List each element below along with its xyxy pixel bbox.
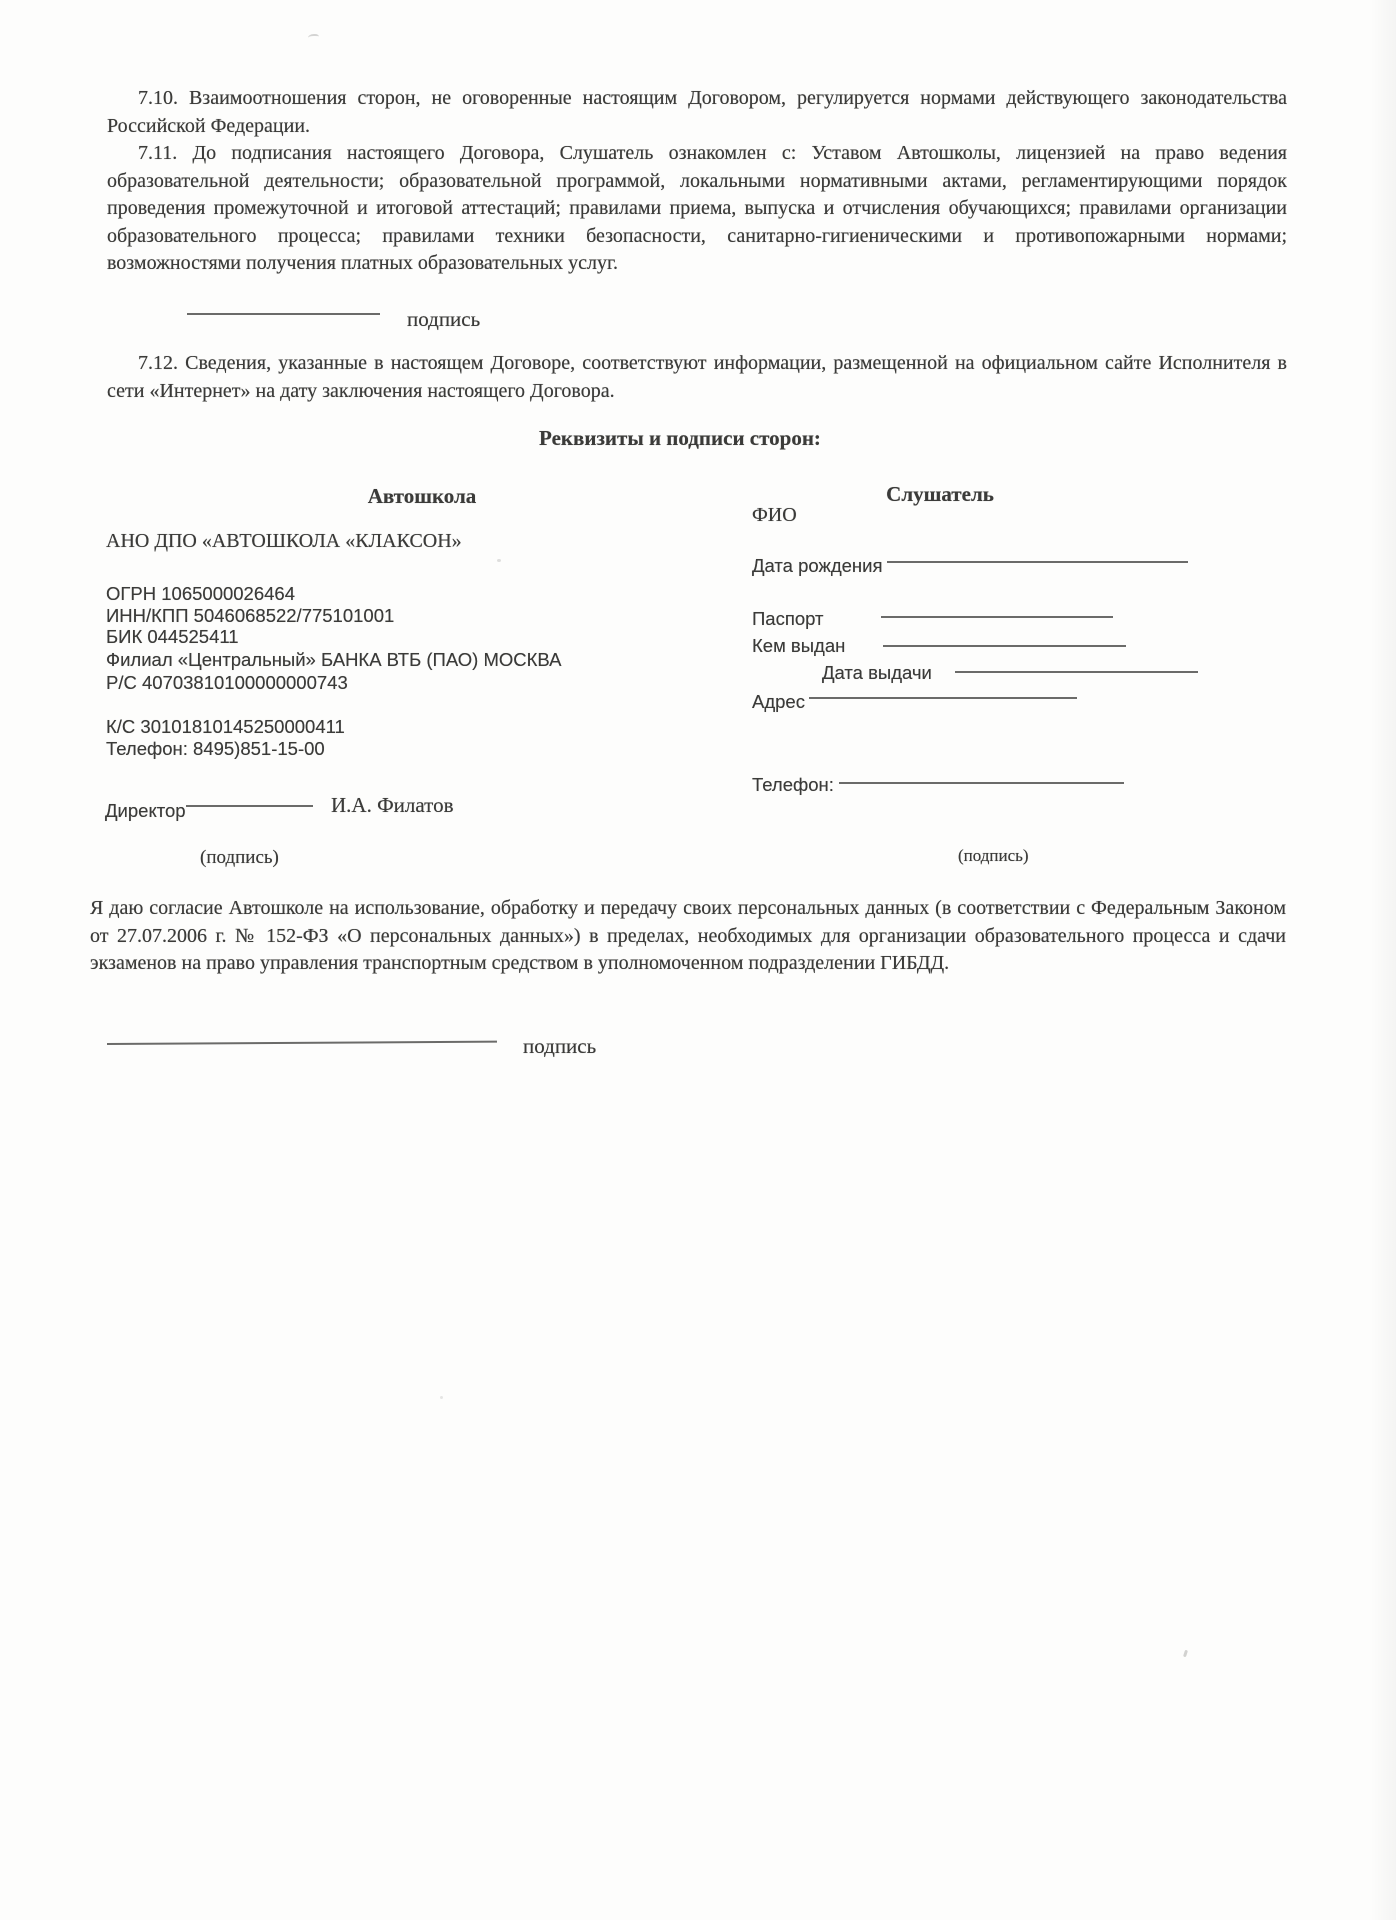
student-birthdate-line (887, 561, 1188, 563)
student-phone-label: Телефон: (752, 774, 834, 795)
paragraph-7-10: 7.10. Взаимоотношения сторон, не оговоренные настоящим Договором, регулируется нормами действующего законодательства Российской Федерации. (107, 87, 1287, 137)
school-bik: БИК 044525411 (106, 626, 239, 647)
director-signature-line (186, 805, 313, 807)
student-issue-date-label: Дата выдачи (822, 662, 932, 683)
student-address-line (809, 697, 1077, 699)
scan-edge-shade (1370, 0, 1396, 1920)
consent-signature-caption: подпись (523, 1034, 597, 1058)
school-inn-kpp: ИНН/КПП 5046068522/775101001 (106, 605, 395, 626)
paragraph-7-12: 7.12. Сведения, указанные в настоящем Договоре, соответствуют информации, размещенной на официальном сайте Исполнителя в сети «Интернет» на дату заключения настоящего Договора. (107, 352, 1287, 402)
student-column-title: Слушатель (886, 482, 994, 506)
school-correspondent-account: К/С 30101810145250000411 (106, 716, 345, 737)
signature-line-acknowledgement (187, 313, 380, 315)
student-phone-line (839, 782, 1124, 784)
student-passport-label: Паспорт (752, 608, 824, 629)
student-issue-date-line (955, 671, 1198, 673)
student-fio-label: ФИО (752, 504, 797, 526)
school-phone: Телефон: 8495)851-15-00 (106, 738, 325, 759)
school-name: АНО ДПО «АВТОШКОЛА «КЛАКСОН» (106, 530, 462, 552)
scan-speck (1183, 1650, 1188, 1658)
requisites-heading: Реквизиты и подписи сторон: (539, 426, 821, 450)
school-column-title: Автошкола (367, 484, 477, 508)
school-ogrn: ОГРН 1065000026464 (106, 583, 296, 604)
student-issued-by-line (883, 645, 1126, 647)
paragraph-7-11: 7.11. До подписания настоящего Договора, Слушатель ознакомлен с: Уставом Автошколы, лицензией на право ведения образовательной деятельности; образовательной программой, локальными нормативными актами, регламентирующими порядок проведения промежуточной и итоговой аттестаций; правилами приема, выпуска и отчисления обучающихся; правилами организации образовательного процесса; правилами техники безопасности, санитарно-гигиеническими и противопожарными нормами; возможностями получения платных образовательных услуг. (107, 142, 1287, 274)
consent-paragraph: Я даю согласие Автошколе на использование, обработку и передачу своих персональных данных (в соответствии с Федеральным Законом от 27.07.2006 г. № 152-ФЗ «О персональных данных») в пределах, необходимых для организации образовательного процесса и сдачи экзаменов на право управления транспортным средством в уполномоченном подразделении ГИБДД. (90, 897, 1286, 975)
student-issued-by-label: Кем выдан (752, 635, 846, 656)
signature-caption-acknowledgement: подпись (407, 307, 481, 331)
scan-speck (497, 559, 501, 562)
scan-speck (440, 1396, 443, 1399)
student-sign-caption: (подпись) (958, 846, 1029, 865)
school-sign-caption: (подпись) (200, 847, 279, 868)
scan-speck (308, 34, 319, 41)
student-address-label: Адрес (752, 691, 805, 712)
student-passport-line (881, 616, 1113, 618)
director-label: Директор (105, 800, 186, 821)
director-name: И.А. Филатов (331, 793, 454, 817)
student-birthdate-label: Дата рождения (752, 555, 883, 576)
school-settlement-account: Р/С 40703810100000000743 (106, 672, 348, 693)
school-bank-branch: Филиал «Центральный» БАНКА ВТБ (ПАО) МОСКВА (106, 649, 562, 670)
consent-signature-line (107, 1041, 497, 1045)
